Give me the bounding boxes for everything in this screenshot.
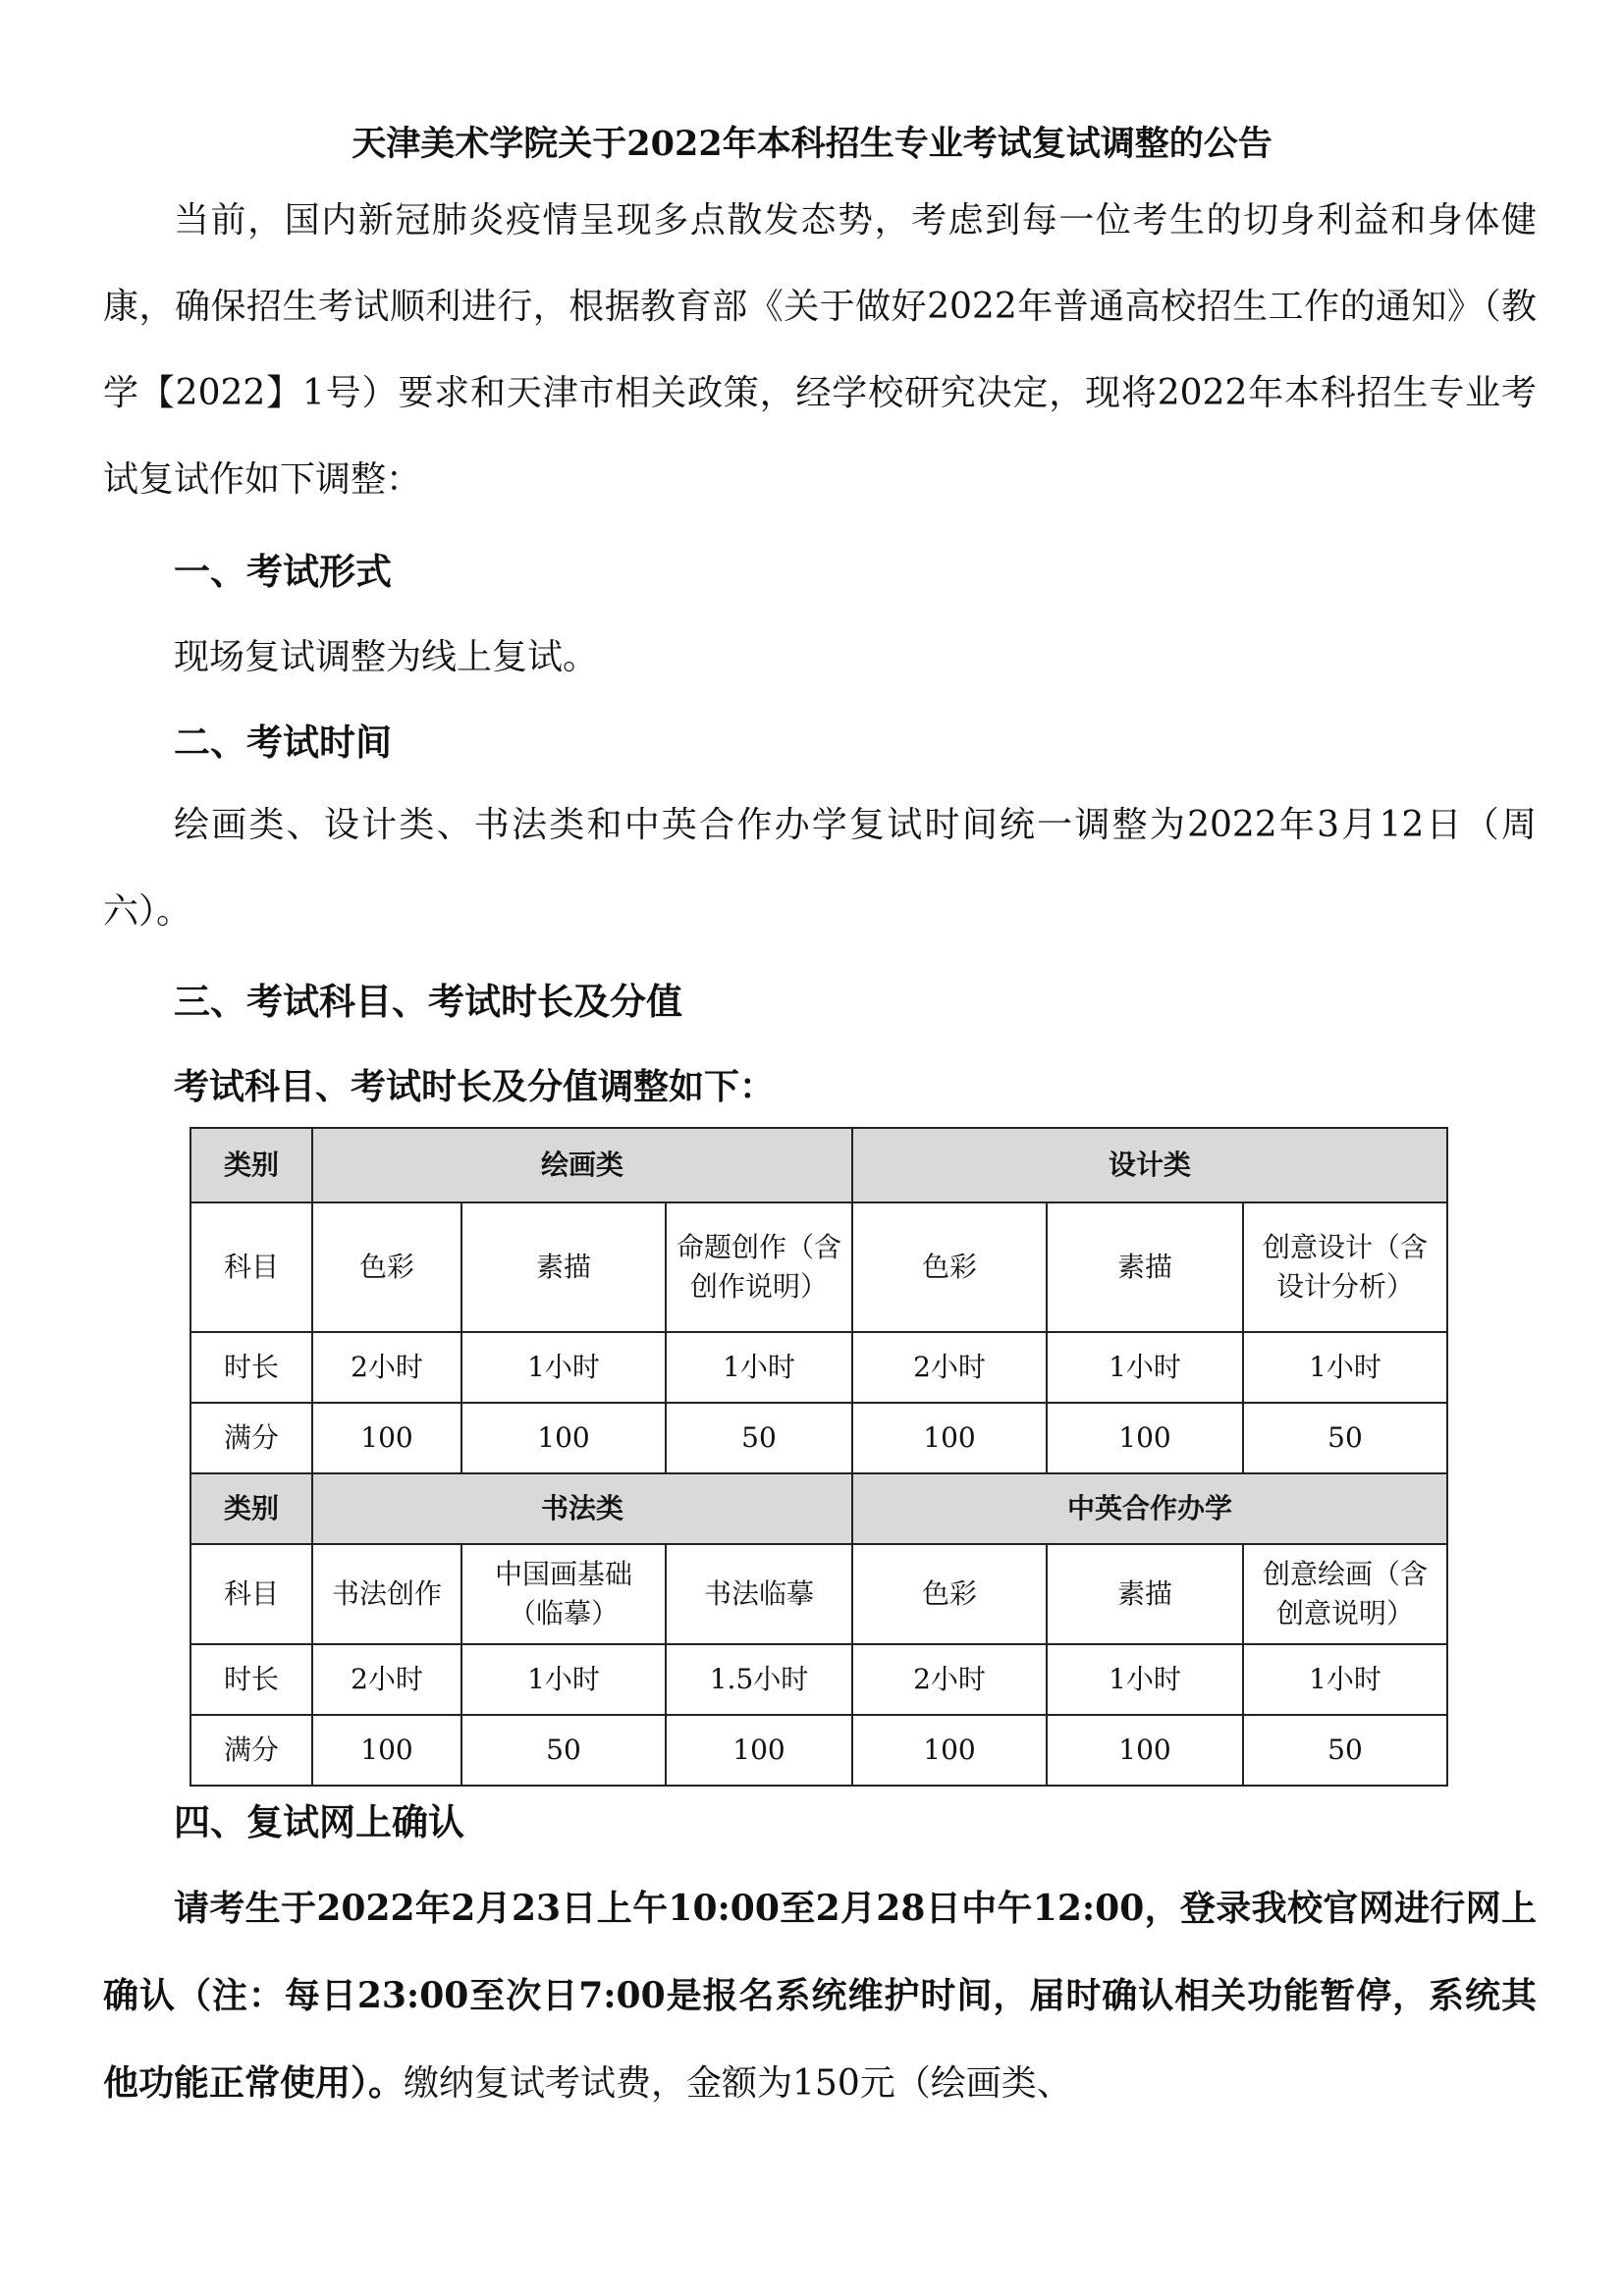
table-header-row — [190, 1473, 1447, 1544]
table-cell: 50 — [666, 1403, 852, 1473]
table-cell: 2小时 — [852, 1332, 1047, 1403]
category-label: 类别 — [190, 1473, 312, 1544]
table-cell: 创意设计（含设计分析） — [1243, 1202, 1447, 1332]
table-cell: 100 — [852, 1403, 1047, 1473]
table-cell: 50 — [1243, 1403, 1447, 1473]
table-cell: 1.5小时 — [666, 1644, 852, 1715]
table-cell: 1小时 — [1047, 1332, 1243, 1403]
table-cell: 2小时 — [312, 1332, 461, 1403]
table-header-row — [190, 1128, 1447, 1202]
table-cell: 100 — [852, 1715, 1047, 1786]
section-2-text: 绘画类、设计类、书法类和中英合作办学复试时间统一调整为2022年3月12日（周六）。 — [103, 805, 1537, 932]
category-design: 设计类 — [852, 1128, 1447, 1202]
table-cell: 1小时 — [1047, 1644, 1243, 1715]
table-cell: 50 — [461, 1715, 666, 1786]
table-cell: 100 — [461, 1403, 666, 1473]
table-cell: 素描 — [1047, 1202, 1243, 1332]
section-4-bold-text: 请考生于2022年2月23日上午10:00至2月28日中午12:00，登录我校官网进行网上确认（注：每日23:00至次日7:00是报名系统维护时间，届时确认相关功能暂停，系统其他功能正常使用）。 — [103, 1888, 1537, 2104]
table-cell: 素描 — [461, 1202, 666, 1332]
table-cell: 色彩 — [312, 1202, 461, 1332]
table-cell: 1小时 — [1243, 1332, 1447, 1403]
duration-label: 时长 — [190, 1644, 312, 1715]
category-calligraphy: 书法类 — [312, 1473, 852, 1544]
section-1-text: 现场复试调整为线上复试。 — [174, 637, 599, 677]
table-cell: 2小时 — [852, 1644, 1047, 1715]
section-4-heading: 四、复试网上确认 — [174, 1800, 464, 1843]
table-row — [190, 1332, 1447, 1403]
category-sino-british: 中英合作办学 — [852, 1473, 1447, 1544]
table-row — [190, 1544, 1447, 1644]
table-cell: 1小时 — [1243, 1644, 1447, 1715]
table-cell: 色彩 — [852, 1544, 1047, 1644]
table-cell: 中国画基础（临摹） — [461, 1544, 666, 1644]
table-cell: 1小时 — [461, 1332, 666, 1403]
table-cell: 创意绘画（含创意说明） — [1243, 1544, 1447, 1644]
category-painting: 绘画类 — [312, 1128, 852, 1202]
section-4-text: 缴纳复试考试费，金额为150元（绘画类、 — [404, 2063, 1072, 2104]
table-row — [190, 1403, 1447, 1473]
section-4-paragraph — [103, 1865, 1537, 2127]
subject-label: 科目 — [190, 1202, 312, 1332]
section-2-heading: 二、考试时间 — [174, 721, 392, 764]
table-cell: 100 — [312, 1403, 461, 1473]
table-cell: 素描 — [1047, 1544, 1243, 1644]
section-3-heading: 三、考试科目、考试时长及分值 — [174, 980, 682, 1023]
section-3-subheading: 考试科目、考试时长及分值调整如下： — [174, 1066, 776, 1107]
subject-label: 科目 — [190, 1544, 312, 1644]
table-cell: 50 — [1243, 1715, 1447, 1786]
table-cell: 100 — [1047, 1403, 1243, 1473]
table-cell: 1小时 — [666, 1332, 852, 1403]
table-cell: 命题创作（含创作说明） — [666, 1202, 852, 1332]
category-label: 类别 — [190, 1128, 312, 1202]
table-row — [190, 1202, 1447, 1332]
table-cell: 100 — [666, 1715, 852, 1786]
exam-schedule-table — [189, 1127, 1448, 1787]
table-cell: 色彩 — [852, 1202, 1047, 1332]
table-cell: 100 — [1047, 1715, 1243, 1786]
table-cell: 1小时 — [461, 1644, 666, 1715]
score-label: 满分 — [190, 1715, 312, 1786]
table-cell: 100 — [312, 1715, 461, 1786]
table-cell: 书法临摹 — [666, 1544, 852, 1644]
table-row — [190, 1715, 1447, 1786]
table-cell: 2小时 — [312, 1644, 461, 1715]
table-cell: 书法创作 — [312, 1544, 461, 1644]
document-title: 天津美术学院关于2022年本科招生专业考试复试调整的公告 — [352, 124, 1272, 164]
score-label: 满分 — [190, 1403, 312, 1473]
table-row — [190, 1644, 1447, 1715]
section-1-heading: 一、考试形式 — [174, 550, 392, 593]
duration-label: 时长 — [190, 1332, 312, 1403]
intro-paragraph: 当前，国内新冠肺炎疫情呈现多点散发态势，考虑到每一位考生的切身利益和身体健康，确保招生考试顺利进行，根据教育部《关于做好2022年普通高校招生工作的通知》（教学【2022】1号）要求和天津市相关政策，经学校研究决定，现将2022年本科招生专业考试复试作如下调整： — [103, 200, 1537, 500]
